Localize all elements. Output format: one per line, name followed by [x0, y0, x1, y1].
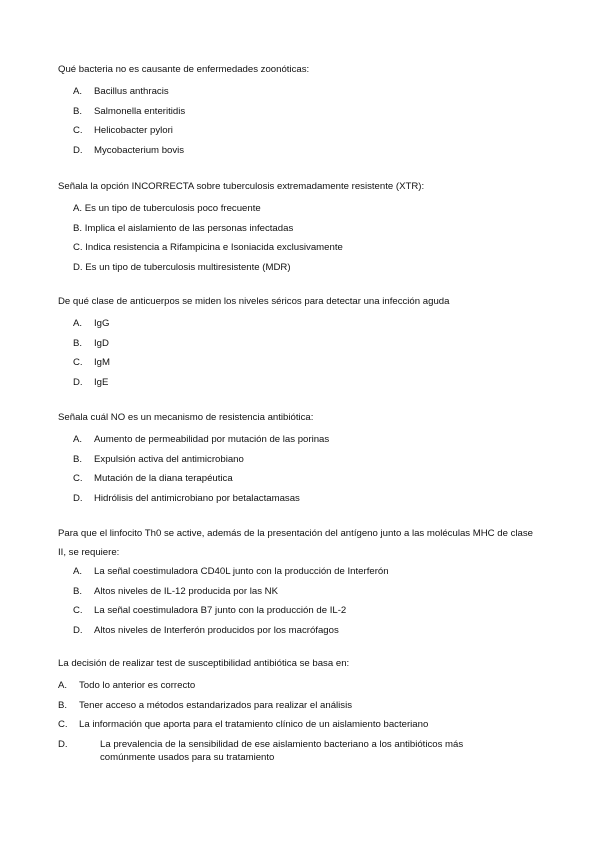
option-text: Helicobacter pylori — [94, 125, 173, 136]
option-text: IgE — [94, 376, 109, 388]
option-c — [58, 469, 538, 489]
option-d — [58, 373, 538, 393]
question-6 — [58, 657, 538, 764]
option-text: Hidrólisis del antimicrobiano por betalactamasas — [94, 492, 300, 504]
option-text: La señal coestimuladora B7 junto con la producción de IL-2 — [94, 605, 347, 616]
option-letter: A. — [58, 680, 68, 691]
option-letter: D. — [73, 144, 83, 156]
option-text: La señal coestimuladora CD40L junto con la producción de Interferón — [94, 566, 389, 577]
option-text: Bacillus anthracis — [94, 86, 169, 97]
option-letter: B. — [73, 453, 83, 465]
option-letter: D. — [73, 492, 83, 504]
question-stem: Señala cuál NO es un mecanismo de resistencia antibiótica: — [58, 412, 314, 423]
option-letter: D. — [73, 376, 83, 388]
option-text: IgG — [94, 318, 110, 329]
option-d — [58, 735, 498, 764]
option-letter: B. — [58, 699, 68, 711]
option-text: Salmonella enteritidis — [94, 105, 186, 117]
option-text: Todo lo anterior es correcto — [79, 680, 196, 691]
option-d — [58, 621, 538, 641]
option-text: Mutación de la diana terapéutica — [94, 473, 233, 484]
option-a — [58, 82, 538, 102]
option-letter: C. — [58, 719, 68, 730]
option-letter: D. — [73, 624, 83, 636]
question-5 — [58, 527, 538, 640]
option-d — [58, 489, 538, 509]
option-letter: C. — [73, 605, 83, 616]
question-3 — [58, 295, 538, 392]
question-stem: Señala la opción INCORRECTA sobre tuberculosis extremadamente resistente (XTR): — [58, 181, 425, 192]
option-text: La información que aporta para el tratamiento clínico de un aislamiento bacteriano — [79, 719, 429, 730]
option-text: La prevalencia de la sensibilidad de ese aislamiento bacteriano a los antibióticos más comúnmente usados para su tratamiento — [100, 738, 464, 763]
option-text: Aumento de permeabilidad por mutación de las porinas — [94, 434, 330, 445]
option-text: Mycobacterium bovis — [94, 144, 185, 156]
option-c — [58, 353, 538, 373]
option-c — [58, 601, 538, 621]
option-text: IgD — [94, 337, 109, 349]
option-b: B. Implica el aislamiento de las personas infectadas — [73, 222, 294, 234]
option-a — [58, 430, 538, 450]
option-letter: C. — [73, 473, 83, 484]
option-b — [58, 102, 538, 122]
option-a: A. Es un tipo de tuberculosis poco frecuente — [73, 203, 261, 214]
option-text: IgM — [94, 357, 110, 368]
option-letter: C. — [73, 357, 83, 368]
option-b — [58, 450, 538, 470]
question-stem: De qué clase de anticuerpos se miden los niveles séricos para detectar una infección aguda — [58, 296, 450, 307]
option-text: Altos niveles de IL-12 producida por las NK — [94, 585, 278, 597]
option-text: Expulsión activa del antimicrobiano — [94, 453, 244, 465]
question-4 — [58, 411, 538, 508]
option-b — [58, 582, 538, 602]
option-letter: B. — [73, 105, 83, 117]
option-text: Tener acceso a métodos estandarizados para realizar el análisis — [79, 699, 353, 711]
option-b — [58, 334, 538, 354]
option-letter: B. — [73, 337, 83, 349]
question-stem: Qué bacteria no es causante de enfermedades zoonóticas: — [58, 64, 310, 75]
question-2 — [58, 180, 538, 277]
option-text: Altos niveles de Interferón producidos por los macrófagos — [94, 624, 339, 636]
question-stem: La decisión de realizar test de susceptibilidad antibiótica se basa en: — [58, 658, 350, 669]
option-letter: A. — [73, 318, 83, 329]
option-letter: A. — [73, 434, 83, 445]
question-stem: Para que el linfocito Th0 se active, además de la presentación del antígeno junto a las moléculas MHC de clase II, se requiere: — [58, 528, 533, 558]
option-b — [58, 696, 538, 716]
option-letter: B. — [73, 585, 83, 597]
option-letter: A. — [73, 86, 83, 97]
question-1 — [58, 63, 538, 160]
option-letter: C. — [73, 125, 83, 136]
option-d — [58, 141, 538, 161]
option-a — [58, 562, 538, 582]
option-a — [58, 314, 538, 334]
option-a — [58, 676, 538, 696]
option-letter: D. — [58, 738, 68, 750]
option-c — [58, 715, 538, 735]
option-c — [58, 121, 538, 141]
option-c: C. Indica resistencia a Rifampicina e Isoniacida exclusivamente — [73, 242, 343, 253]
option-letter: A. — [73, 566, 83, 577]
option-d: D. Es un tipo de tuberculosis multiresistente (MDR) — [73, 261, 291, 273]
